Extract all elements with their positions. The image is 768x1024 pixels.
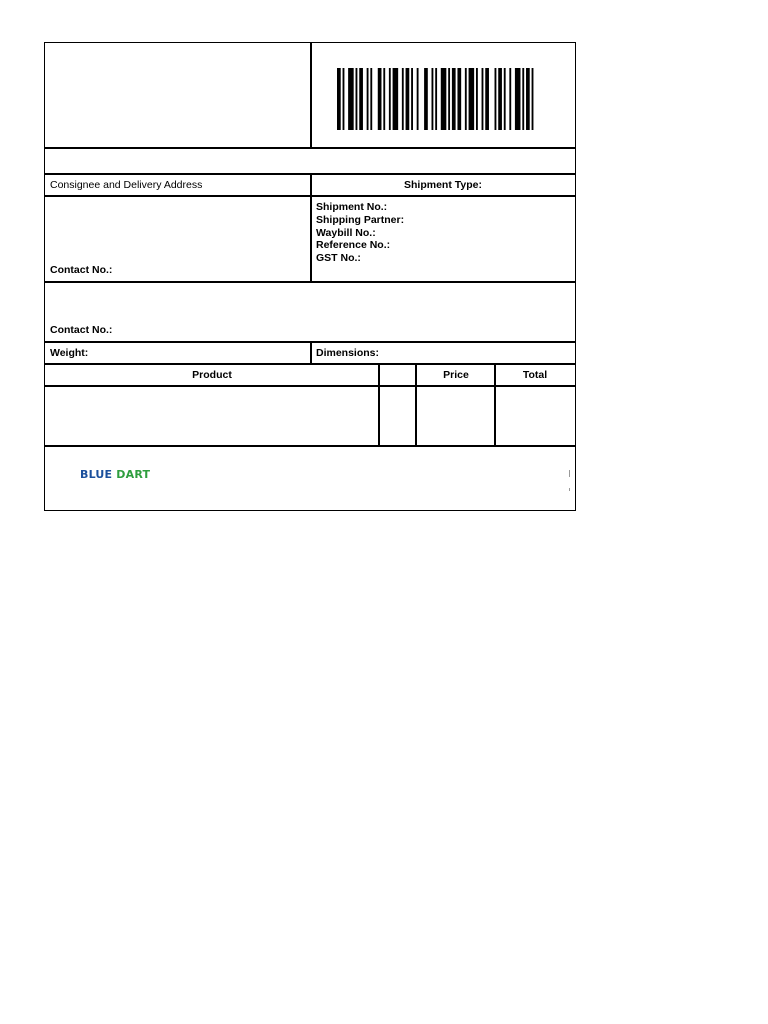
product-header-text: Product xyxy=(192,368,232,381)
weight-label: Weight: xyxy=(50,346,89,359)
consignee-contact-label: Contact No.: xyxy=(50,264,113,276)
return-contact-label: Contact No.: xyxy=(50,324,113,336)
total-header-text: Total xyxy=(522,368,548,381)
total-body-cell xyxy=(494,385,576,447)
return-address-box xyxy=(44,281,576,343)
dimensions-label: Dimensions: xyxy=(316,346,380,359)
barcode-icon xyxy=(337,68,539,130)
shipment-type-label: Shipment Type: xyxy=(404,178,482,191)
qty-body-cell xyxy=(378,385,416,447)
consignee-header xyxy=(44,173,312,197)
qty-header xyxy=(378,363,416,387)
footer-tick-mark xyxy=(569,488,570,491)
sender-logo-box xyxy=(44,42,312,149)
dimensions-cell xyxy=(310,341,576,365)
logo-word-blue: BLUE xyxy=(80,468,113,481)
logo-word-dart: DART xyxy=(116,468,151,481)
shipment-type-cell xyxy=(310,173,576,197)
shipment-no-label: Shipment No.: xyxy=(316,201,388,213)
footer-tick-mark xyxy=(569,470,570,477)
blue-dart-logo xyxy=(80,468,150,481)
weight-cell xyxy=(44,341,312,365)
price-header xyxy=(416,363,496,387)
product-body-cell xyxy=(44,385,380,447)
shipping-partner-label: Shipping Partner: xyxy=(316,213,405,226)
product-header xyxy=(44,363,380,387)
total-header xyxy=(494,363,576,387)
shipping-label xyxy=(44,42,576,511)
shipment-details-box xyxy=(310,195,576,283)
consignee-address-box xyxy=(44,195,312,283)
price-body-cell xyxy=(416,385,496,447)
waybill-no-label: Waybill No.: xyxy=(316,226,376,239)
blank-strip xyxy=(44,147,576,175)
consignee-header-text: Consignee and Delivery Address xyxy=(50,178,203,191)
reference-no-label: Reference No.: xyxy=(316,239,391,252)
price-header-text: Price xyxy=(443,368,469,381)
gst-no-label: GST No.: xyxy=(316,252,361,265)
